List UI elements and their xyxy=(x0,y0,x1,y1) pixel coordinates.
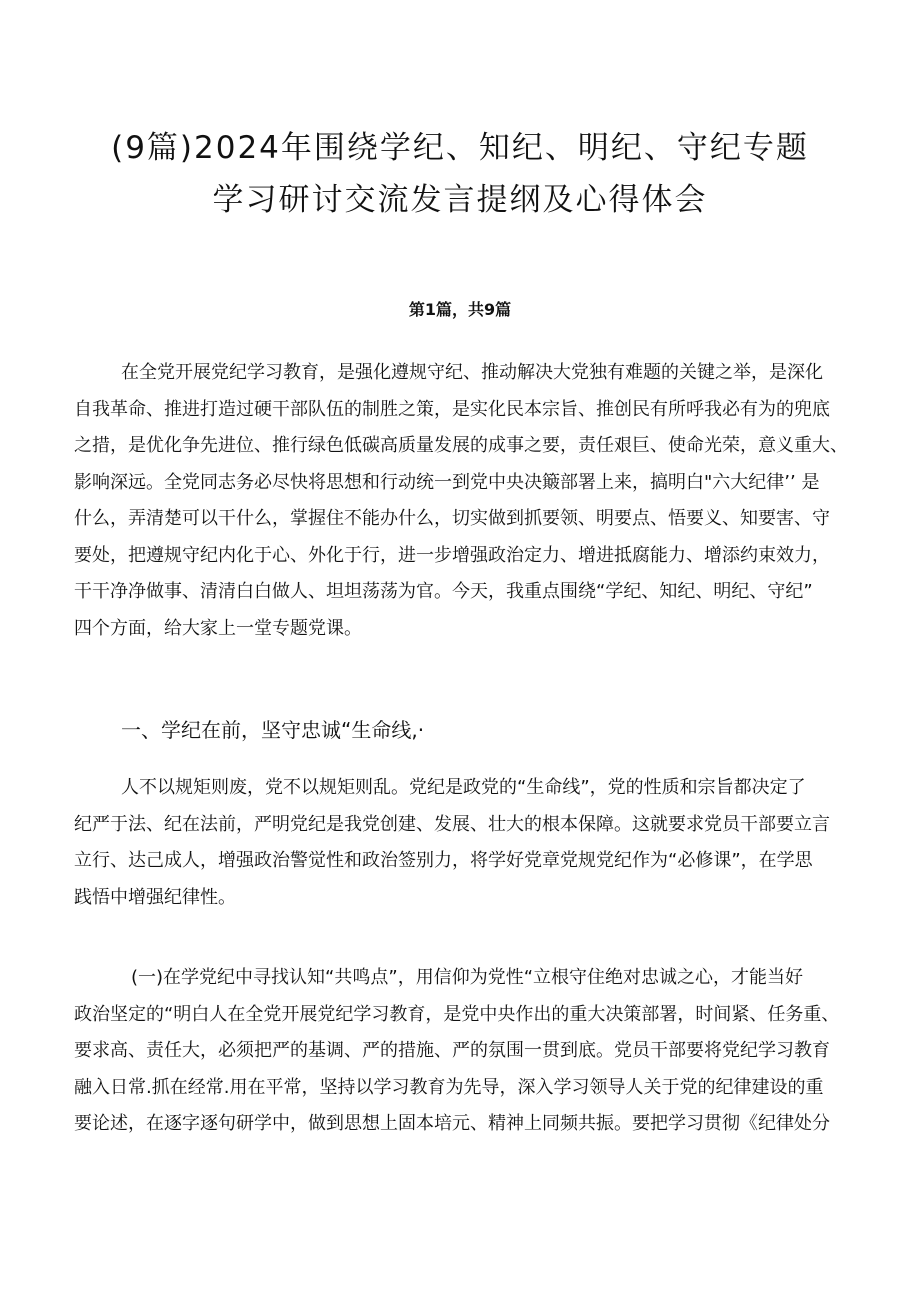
paragraph-line: 要论述，在逐字逐句研学中，做到思想上固本培元、精神上同频共振。要把学习贯彻《纪律处分 xyxy=(74,1113,830,1134)
paragraph-line: 要处，把遵规守纪内化于心、外化于行，进一步增强政治定力、增进抵腐能力、增添约束效力， xyxy=(74,544,830,566)
paragraph-line: 纪严于法、纪在法前，严明党纪是我党创建、发展、壮大的根本保障。这就要求党员干部要立言 xyxy=(74,813,830,835)
paragraph-line: 什么，弄清楚可以干什么，掌握住不能办什么，切实做到抓要领、明要点、悟要义、知要害、守 xyxy=(74,508,830,529)
title-line-1: (9篇)2024年围绕学纪、知纪、明纪、守纪专题 xyxy=(111,130,809,166)
paragraph-line: 干干净净做事、清清白白做人、坦坦荡荡为官。今天，我重点围绕“学纪、知纪、明纪、守纪” xyxy=(74,581,813,602)
paragraph-line: 人不以规矩则废，党不以规矩则乱。党纪是政党的“生命线”，党的性质和宗旨都决定了 xyxy=(121,777,806,798)
paragraph-line: 四个方面，给大家上一堂专题党课。 xyxy=(74,617,362,639)
paragraph-section1 xyxy=(74,770,854,916)
title-line-2: 学习研讨交流发言提纲及心得体会 xyxy=(212,182,708,218)
section-heading-1: 一、学纪在前，坚守忠诚“生命线,· xyxy=(121,718,425,742)
paragraph-line: (一)在学党纪中寻找认知“共鸣点”，用信仰为党性“立根守住绝对忠诚之心，才能当好 xyxy=(131,967,804,988)
paragraph-line: 要求高、责任大，必须把严的基调、严的措施、严的氛围一贯到底。党员干部要将党纪学习教育 xyxy=(74,1040,830,1061)
paragraph-line: 立行、达己成人，增强政治警觉性和政治签别力，将学好党章党规党纪作为“必修课”，在学思 xyxy=(74,850,813,871)
paragraph-intro xyxy=(74,355,854,647)
chapter-label: 第1篇，共9篇 xyxy=(408,300,512,319)
paragraph-line: 践悟中增强纪律性。 xyxy=(74,886,236,908)
paragraph-line: 之措，是优化争先进位、推行绿色低碳高质量发展的成事之要，责任艰巨、使命光荣，意义重大、 xyxy=(74,435,848,456)
document-title xyxy=(0,122,920,226)
paragraph-line: 自我革命、推进打造过硬干部队伍的制胜之策，是实化民本宗旨、推创民有所呼我必有为的兜底 xyxy=(74,398,830,420)
paragraph-line: 在全党开展党纪学习教育，是强化遵规守纪、推动解决大党独有难题的关键之举，是深化 xyxy=(121,362,823,383)
paragraph-subsection1 xyxy=(74,960,854,1143)
paragraph-line: 融入日常.抓在经常.用在平常，坚持以学习教育为先导，深入学习领导人关于党的纪律建设的重 xyxy=(74,1076,824,1098)
paragraph-line: 影响深远。全党同志务必尽快将思想和行动统一到党中央决簸部署上来，搞明白"六大纪律’’ 是 xyxy=(74,471,820,493)
paragraph-line: 政治坚定的“明白人在全党开展党纪学习教育，是党中央作出的重大决策部署，时间紧、任务重、 xyxy=(74,1003,840,1025)
